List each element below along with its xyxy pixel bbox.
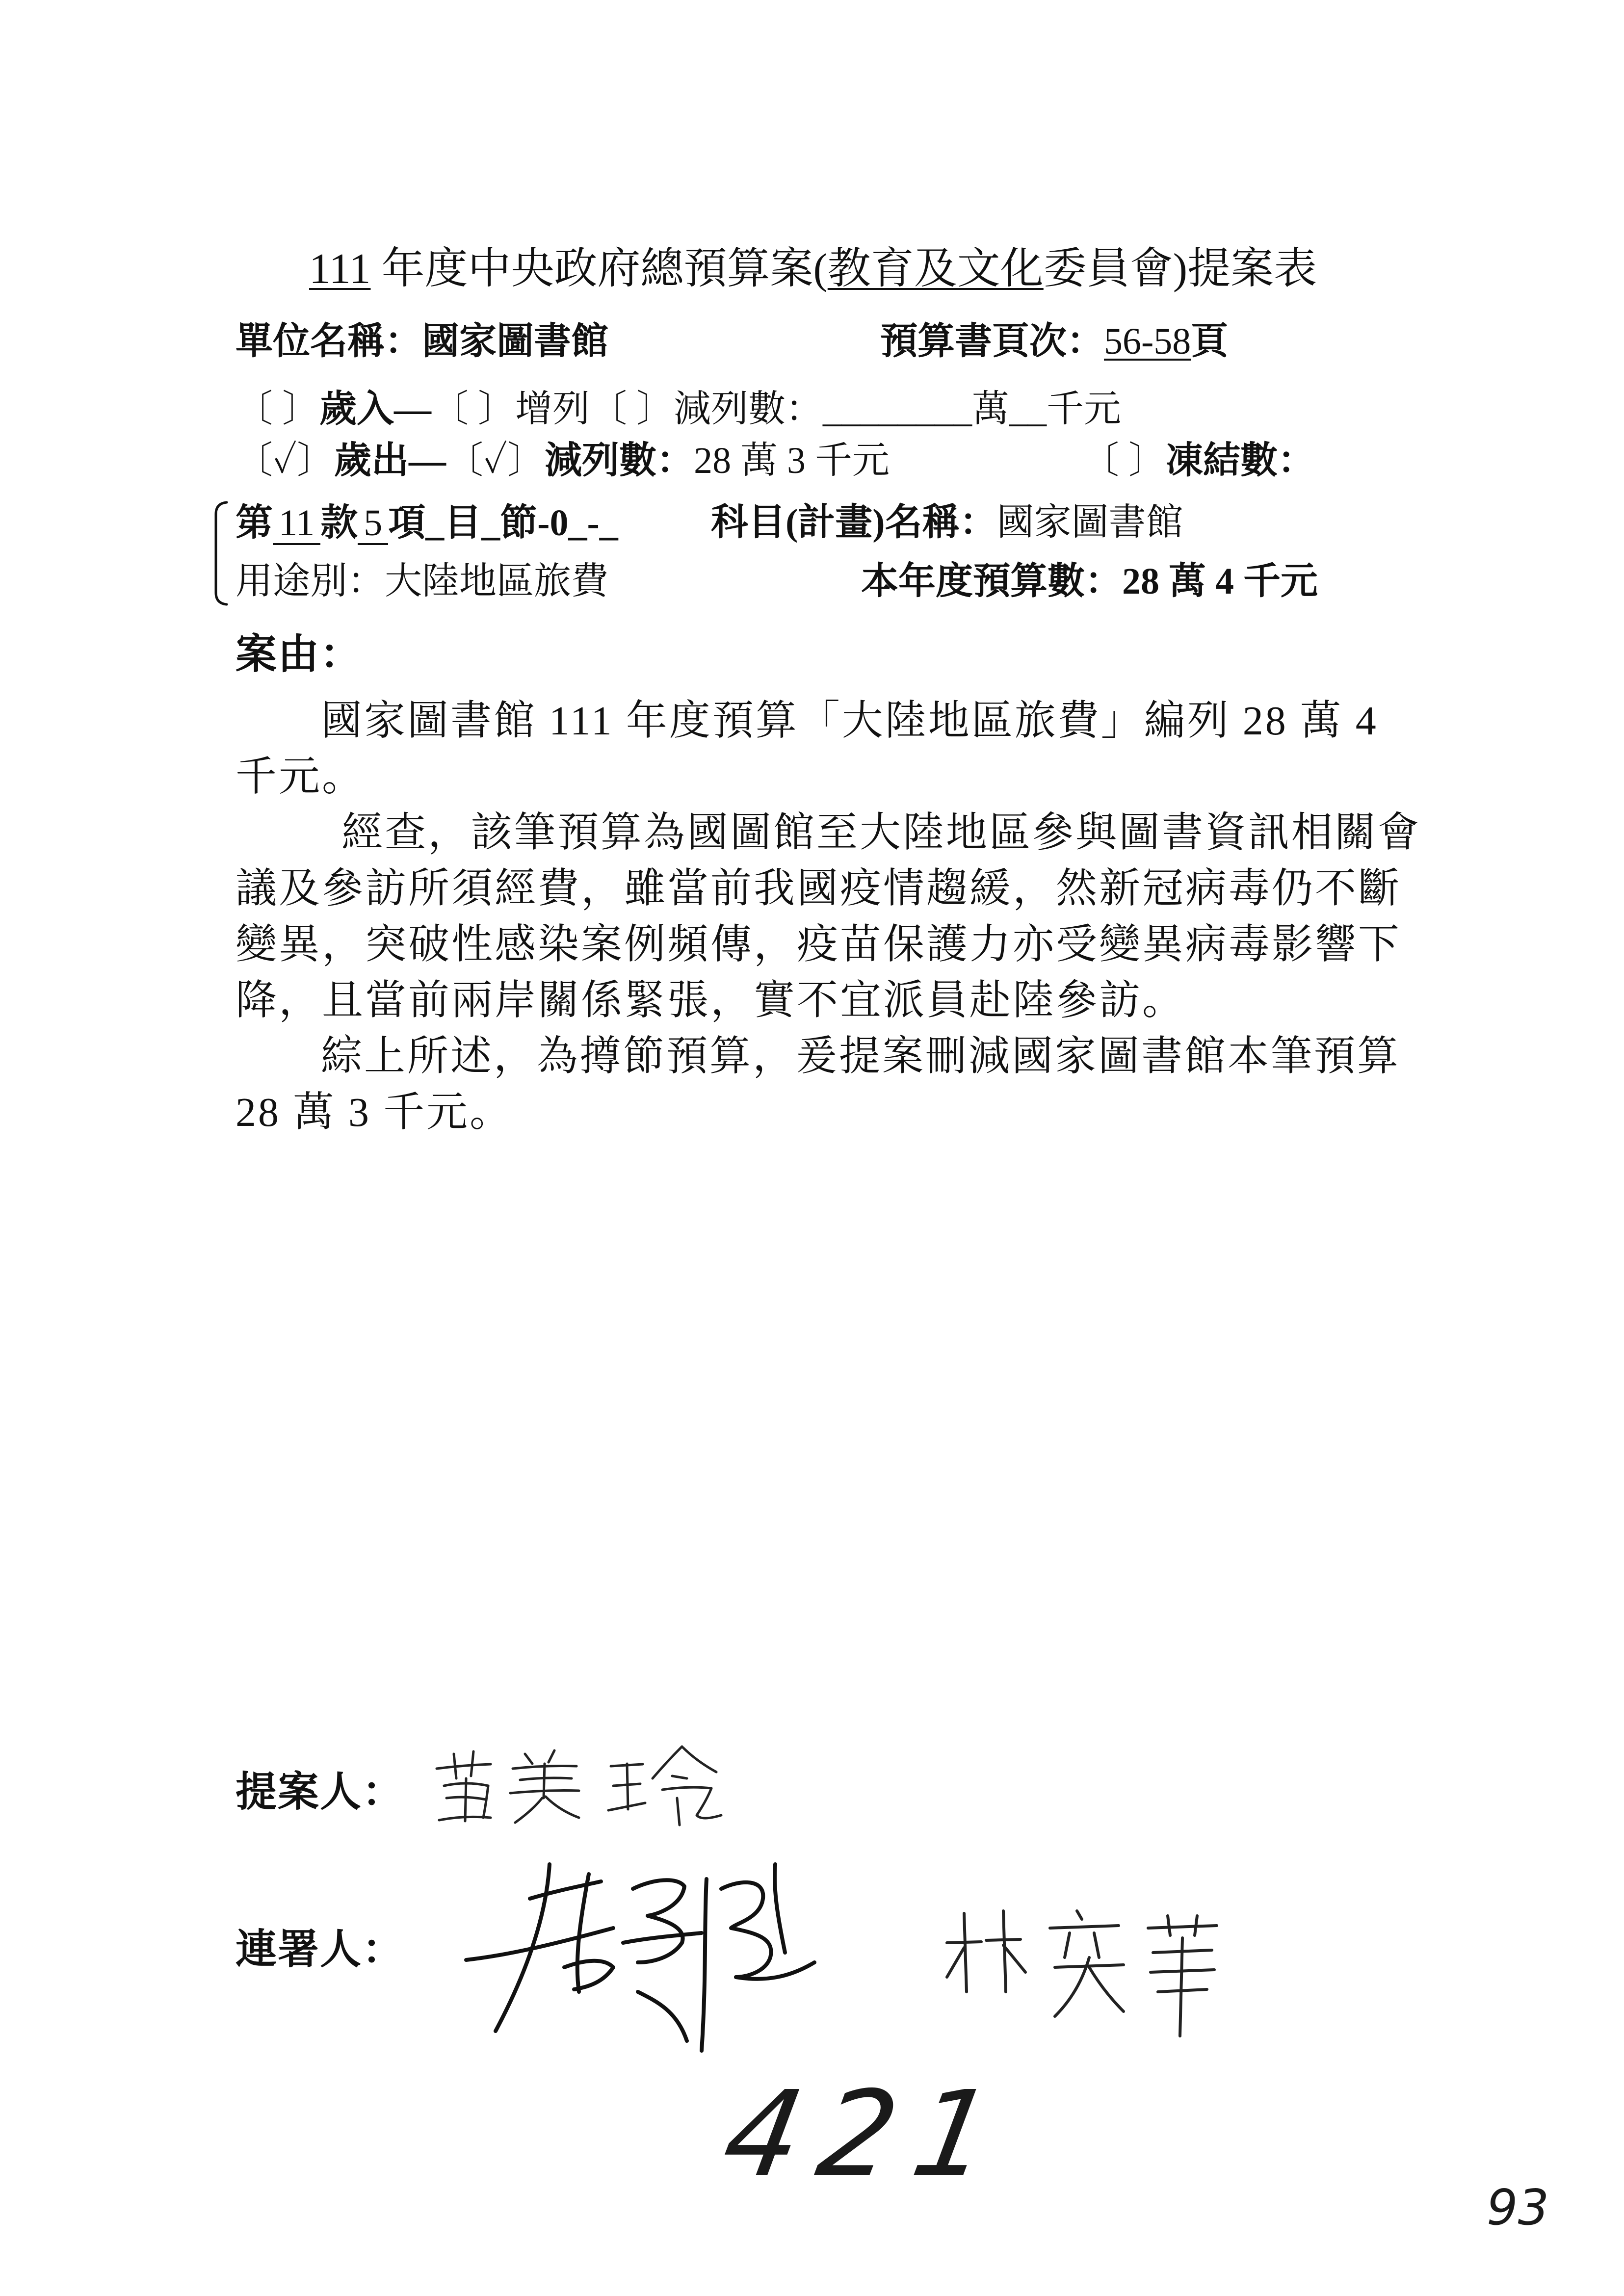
signature-stroke <box>544 1764 545 1798</box>
signature-stroke <box>627 1764 628 1809</box>
signature-stroke <box>775 1864 785 1953</box>
subject-value: 國家圖書館 <box>996 502 1183 543</box>
usage-value: 大陸地區旅費 <box>385 561 608 602</box>
page-number: 93 <box>1487 2179 1549 2236</box>
account-xiang-number: 5 <box>358 504 388 545</box>
account-kuan-number: 11 <box>273 504 320 545</box>
reason-line: 28 萬 3 千元。 <box>236 1090 513 1135</box>
signature-stroke <box>549 1750 554 1762</box>
signature-stroke <box>525 1754 532 1764</box>
qian-unit: 千元 <box>1047 389 1121 430</box>
revenue-decrease-label: 減列數： <box>674 389 823 430</box>
unit-label: 單位名稱： <box>236 321 422 362</box>
signature-stroke <box>638 1992 687 2041</box>
signature-stroke <box>1003 1911 1006 1992</box>
signature-stroke <box>577 1874 589 1992</box>
title-part2: 委員會)提案表 <box>1043 245 1317 293</box>
signature-stroke <box>1089 1967 1124 2011</box>
signature-stroke <box>546 1797 579 1818</box>
signature-stroke <box>466 1928 613 1960</box>
signature-stroke <box>454 1754 456 1778</box>
reason-line: 降，且當前兩岸關係緊張，實不宜派員赴陸參訪。 <box>236 978 1186 1023</box>
expenditure-decrease-label: 減列數： <box>545 440 694 481</box>
annual-budget-label: 本年度預算數： <box>861 561 1122 602</box>
signature-stroke <box>1050 1926 1119 1928</box>
signature-stroke <box>1065 1933 1070 1957</box>
wan-unit: 萬 <box>972 389 1009 430</box>
signature-stroke <box>1168 1916 1170 1935</box>
reason-heading: 案由： <box>236 632 363 678</box>
signature-stroke <box>702 1879 707 2051</box>
proposer-label: 提案人： <box>236 1770 405 1815</box>
revenue-label: 歲入— <box>319 389 431 430</box>
expenditure-decrease-amount: 28 萬 3 千元 <box>694 440 890 481</box>
signature-stroke <box>471 1751 473 1776</box>
reason-line: 議及參訪所須經費，雖當前我國疫情趨緩，然新冠病毒仍不斷 <box>236 866 1402 912</box>
reason-line: 綜上所述，為撙節預算，爰提案刪減國家圖書館本筆預算 <box>321 1034 1401 1079</box>
expenditure-decrease-checkbox: 〔✓〕 <box>446 440 545 481</box>
freeze-label: 凍結數： <box>1166 440 1315 481</box>
signature-stroke <box>1148 1926 1217 1928</box>
account-rest: 項_目_節-0_-_ <box>388 502 618 544</box>
signature-stroke <box>721 1882 771 1977</box>
signature-stroke <box>530 1881 601 1899</box>
proposer-signature <box>437 1747 721 1825</box>
signature-stroke <box>662 1787 721 1818</box>
signature-stroke <box>947 1948 964 1977</box>
revenue-checkbox: 〔 〕 <box>236 389 319 430</box>
signature-stroke <box>1077 1911 1082 1919</box>
annual-budget-value: 28 萬 4 千元 <box>1122 561 1318 602</box>
signature-stroke <box>677 1798 680 1825</box>
page-ref-label: 預算書頁次： <box>880 321 1104 362</box>
freeze-checkbox: 〔 〕 <box>1082 440 1166 481</box>
signature-stroke <box>683 1748 716 1772</box>
signature-stroke <box>672 1776 687 1778</box>
title-committee: 教育及文化 <box>827 245 1044 293</box>
signature-stroke <box>515 1798 542 1823</box>
qian-blank: __ <box>1009 389 1047 430</box>
signature-stroke <box>465 1778 466 1821</box>
signature-stroke <box>1195 1916 1197 1935</box>
account-bracket <box>216 502 227 604</box>
signature-stroke <box>623 1933 702 1943</box>
increase-checkbox: 〔 〕 <box>431 389 515 430</box>
signature-stroke <box>564 1961 613 1989</box>
subject-label: 科目(計畫)名稱： <box>711 502 997 543</box>
handwritten-number: 421 <box>714 2065 1022 2203</box>
account-prefix: 第 <box>236 502 273 544</box>
signature-stroke <box>520 1778 572 1780</box>
signature-stroke <box>964 1913 967 1992</box>
cosigner-label: 連署人： <box>236 1927 405 1973</box>
title-year: 111 <box>309 245 371 293</box>
cosigner-signature-1 <box>466 1864 814 2051</box>
account-kuan-label: 款 <box>320 502 358 544</box>
signature-stroke <box>1003 1945 1025 1972</box>
title-part1: 年度中央政府總預算案( <box>370 245 828 293</box>
reason-line: 變異，突破性感染案例頻傳，疫苗保護力亦受變異病毒影響下 <box>236 922 1402 967</box>
increase-label: 增列 <box>515 389 590 430</box>
page-ref-suffix: 頁 <box>1191 321 1229 362</box>
page-ref-value: 56-58 <box>1104 321 1191 362</box>
reason-line: 經查，該筆預算為國圖館至大陸地區參與圖書資訊相關會 <box>341 810 1421 856</box>
usage-label: 用途別： <box>236 561 385 602</box>
signature-stroke <box>653 1747 682 1778</box>
cosigner-signature-2 <box>947 1911 1217 2036</box>
signature-stroke <box>1094 1933 1099 1957</box>
unit-value: 國家圖書館 <box>422 321 608 362</box>
revenue-decrease-checkbox: 〔 〕 <box>590 389 674 430</box>
signature-stroke <box>437 1764 491 1769</box>
signature-stroke <box>633 1880 684 1962</box>
expenditure-label: 歲出— <box>334 440 446 481</box>
reason-line: 國家圖書館 111 年度預算「大陸地區旅費」編列 28 萬 4 <box>321 698 1378 744</box>
reason-line: 千元。 <box>236 754 366 800</box>
wan-blank: ________ <box>823 389 972 430</box>
expenditure-checkbox: 〔✓〕 <box>236 440 335 481</box>
